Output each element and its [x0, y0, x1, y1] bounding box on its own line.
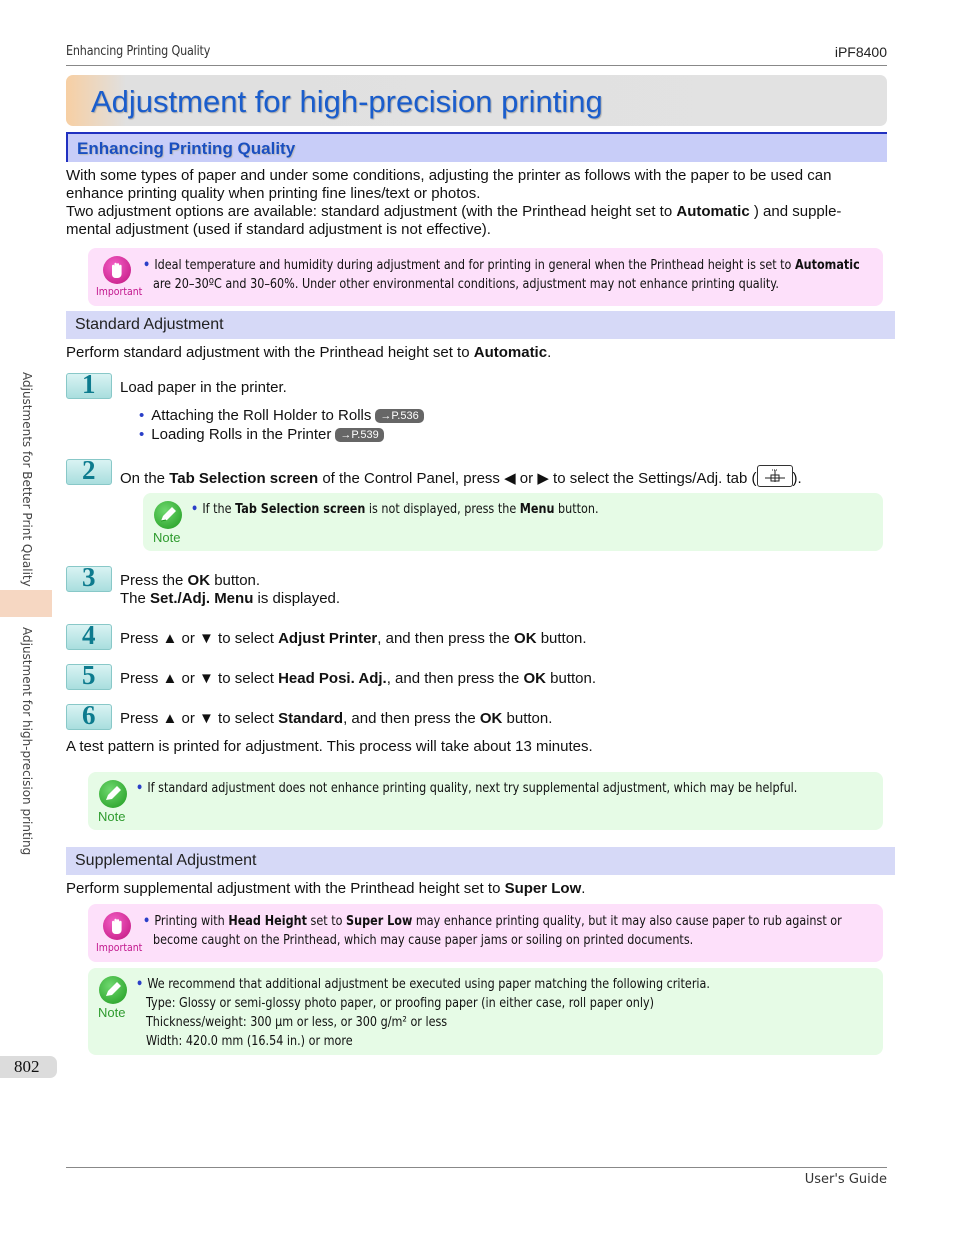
step-badge-3: 3 [66, 566, 112, 592]
page-title-bar [66, 75, 887, 126]
test-pattern-text: A test pattern is printed for adjustment. This process will take about 13 minutes. [66, 738, 593, 755]
settings-adj-tab-icon [757, 465, 793, 487]
important-text: • Ideal temperature and humidity during adjustment and for printing in general when the Printhead height is set to Automatic are 20–30ºC and 30–60%. Under other environmental conditions, adjustment may not enhance printing quality. [143, 257, 860, 292]
step-1-links [139, 406, 424, 444]
right-arrow-icon: ▶ [537, 470, 549, 487]
footer-rule [66, 1167, 887, 1168]
subheading-bar-supplemental [66, 847, 895, 875]
step-4-text: Press ▲ or ▼ to select Adjust Printer, and then press the OK button. [120, 630, 587, 647]
note-label: Note [98, 809, 126, 824]
link-loading-rolls[interactable]: • Loading Rolls in the Printer →P.539 [139, 425, 424, 444]
subheading-standard: Standard Adjustment [75, 316, 224, 333]
page-ref-539[interactable]: →P.539 [335, 428, 383, 442]
step-5-text: Press ▲ or ▼ to select Head Posi. Adj., and then press the OK button. [120, 670, 597, 687]
standard-note-box [88, 772, 883, 830]
step-2-note-box [143, 493, 883, 551]
page-title: Adjustment for high-precision printing [91, 84, 603, 119]
footer-text: User's Guide [804, 1172, 887, 1187]
supplemental-intro: Perform supplemental adjustment with the Printhead height set to Super Low. [66, 880, 586, 897]
supplemental-note-box [88, 968, 883, 1055]
step-badge-6: 6 [66, 704, 112, 730]
step-3-text: Press the OK button. The Set./Adj. Menu is displayed. [120, 572, 341, 607]
note-label: Note [98, 1005, 126, 1020]
note-label: Note [153, 530, 181, 545]
important-hand-icon [103, 912, 131, 940]
header-rule [66, 65, 887, 66]
note-pencil-icon [99, 976, 127, 1004]
supplemental-important-text: • Printing with Head Height set to Super Low may enhance printing quality, but it may also cause paper to rub against or become caught on the Printhead, which may cause paper jams or soiling on printed documents. [143, 913, 842, 948]
sidebar-topic-label[interactable]: Adjustment for high-precision printing [20, 627, 34, 856]
subheading-supplemental: Supplemental Adjustment [75, 852, 257, 869]
step-1-text: Load paper in the printer. [120, 379, 287, 396]
running-header-model: iPF8400 [834, 44, 887, 60]
important-box [88, 248, 883, 306]
step-badge-1: 1 [66, 373, 112, 399]
sidebar-chapter-tab [0, 590, 52, 617]
step-badge-4: 4 [66, 624, 112, 650]
standard-note-text: • If standard adjustment does not enhance printing quality, next try supplemental adjustment, which may be helpful. [136, 780, 798, 796]
supplemental-important-box [88, 904, 883, 962]
running-header-section: Enhancing Printing Quality [66, 44, 211, 59]
step-6-text: Press ▲ or ▼ to select Standard, and then press the OK button. [120, 710, 553, 727]
step-badge-2: 2 [66, 459, 112, 485]
page-ref-536[interactable]: →P.536 [375, 409, 423, 423]
sidebar-chapter-label[interactable]: Adjustments for Better Print Quality [20, 372, 34, 587]
note-pencil-icon [99, 780, 127, 808]
standard-intro: Perform standard adjustment with the Printhead height set to Automatic. [66, 344, 552, 361]
link-roll-holder[interactable]: • Attaching the Roll Holder to Rolls →P.536 [139, 406, 424, 425]
page-number-tab: 802 [0, 1056, 57, 1078]
important-label: Important [96, 941, 143, 954]
step-2-note-text: • If the Tab Selection screen is not displayed, press the Menu button. [191, 501, 599, 517]
left-arrow-icon: ◀ [504, 470, 516, 487]
section-heading: Enhancing Printing Quality [77, 139, 296, 158]
subheading-bar-standard [66, 311, 895, 339]
note-pencil-icon [154, 501, 182, 529]
step-2-text: On the Tab Selection screen of the Control Panel, press ◀ or ▶ to select the Settings/Adj. tab ( ). [120, 465, 802, 488]
step-badge-5: 5 [66, 664, 112, 690]
supplemental-note-text: • We recommend that additional adjustment be executed using paper matching the following criteria. Type: Glossy or semi-glossy photo paper, or proofing paper (in either case, roll paper only) Thickness/weight: 300 µm or less, or 300 g/m² or less Width: 420.0 mm (16.54 in.) or more [136, 976, 710, 1049]
section-heading-bar [66, 132, 887, 162]
intro-paragraph: With some types of paper and under some conditions, adjusting the printer as follows with the paper to be used can enhance printing quality when printing fine lines/text or photos. Two adjustment options are available: standard adjustment (with the Printhead height set to Automatic ) and supple- mental adjustment (used if standard adjustment is not effective). [66, 167, 842, 238]
important-label: Important [96, 285, 143, 298]
important-hand-icon [103, 256, 131, 284]
